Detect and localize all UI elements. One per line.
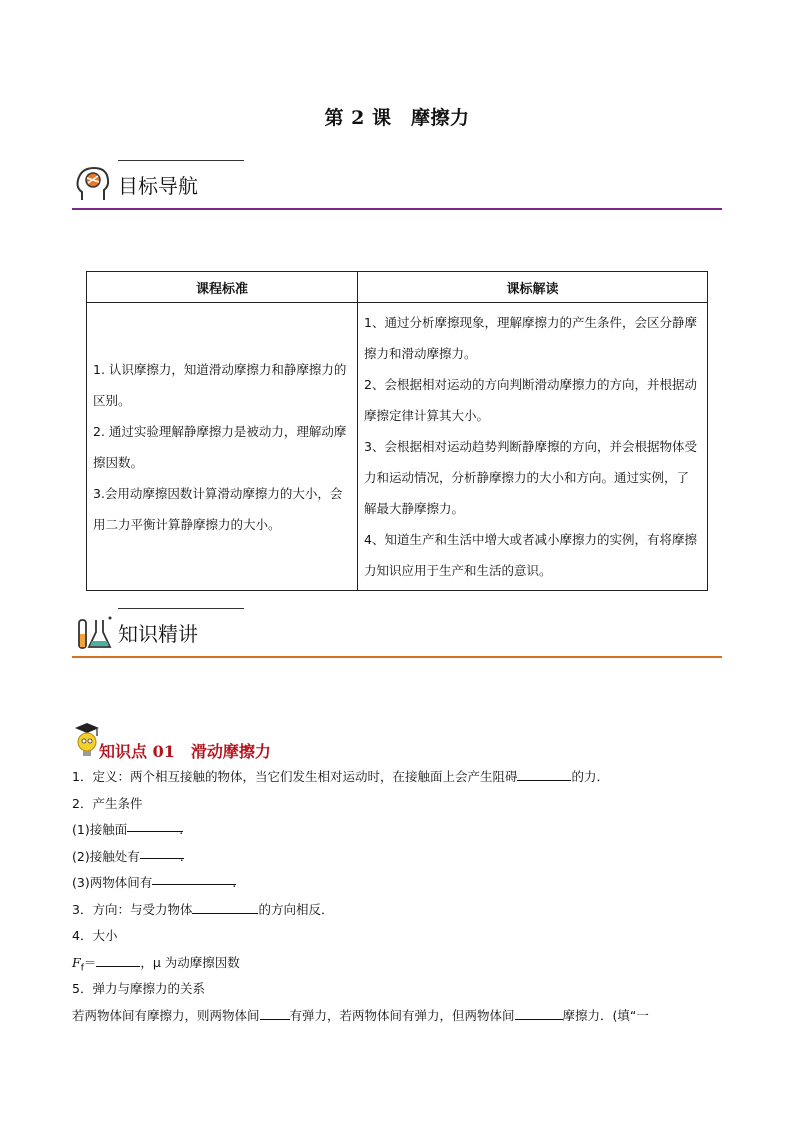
header-overline — [118, 608, 244, 609]
knowledge-point-header — [72, 720, 472, 760]
section-header-goals — [72, 160, 722, 210]
standards-table — [86, 271, 708, 591]
section-rule-goals — [72, 208, 722, 210]
fill-blank[interactable] — [515, 1005, 563, 1020]
interpretation-item: 2、会根据相对运动的方向判断滑动摩擦力的方向，并根据动摩擦定律计算其大小。 — [364, 377, 697, 423]
formula-line: $F_f=$ ，μ 为动摩擦因数 — [72, 950, 732, 977]
fill-blank[interactable] — [96, 952, 140, 967]
head-brain-icon — [74, 164, 114, 204]
lab-flask-icon — [74, 612, 114, 652]
magnitude-heading: 4．大小 — [72, 928, 118, 943]
col-header-interpretation: 课标解读 — [358, 272, 708, 303]
relation-heading: 5．弹力与摩擦力的关系 — [72, 981, 205, 996]
page-title: 第 2 课 摩擦力 — [324, 107, 470, 129]
fill-blank[interactable]: . — [152, 870, 236, 885]
conditions-heading: 2．产生条件 — [72, 795, 143, 811]
col-header-standards: 课程标准 — [87, 272, 358, 303]
direction-line: 3．方向：与受力物体 的方向相反． — [72, 897, 732, 924]
condition-item: (3)两物体间有 . — [72, 870, 732, 897]
knowledge-point-title: 知识点 01 滑动摩擦力 — [99, 742, 271, 761]
definition-line: 1．定义：两个相互接触的物体，当它们发生相对运动时，在接触面上会产生阻碍 的力． — [72, 764, 732, 791]
relation-line: 若两物体间有摩擦力，则两物体间 有弹力，若两物体间有弹力，但两物体间 摩擦力．(填“一 — [72, 1003, 732, 1030]
interpretation-item: 1、通过分析摩擦现象，理解摩擦力的产生条件，会区分静摩擦力和滑动摩擦力。 — [364, 315, 697, 361]
graduate-bulb-icon — [72, 720, 102, 760]
standards-cell — [87, 303, 358, 591]
condition-item: (1)接触面 . — [72, 817, 732, 844]
fill-blank[interactable]: . — [127, 817, 183, 832]
fill-blank[interactable] — [517, 766, 571, 781]
standard-item: 2. 通过实验理解静摩擦力是被动力，理解动摩擦因数。 — [93, 423, 347, 470]
fill-blank[interactable] — [260, 1005, 290, 1020]
condition-item: (2)接触处有 . — [72, 844, 732, 871]
standard-item: 3.会用动摩擦因数计算滑动摩擦力的大小，会用二力平衡计算静摩擦力的大小。 — [93, 485, 343, 532]
section-title-goals: 目标导航 — [118, 174, 198, 198]
interpretation-cell — [358, 303, 708, 591]
section-header-knowledge — [72, 608, 722, 658]
header-overline — [118, 160, 244, 161]
section-title-knowledge: 知识精讲 — [118, 622, 198, 646]
fill-blank[interactable]: . — [140, 844, 184, 859]
table-row — [87, 303, 708, 591]
content-body — [72, 764, 732, 1029]
interpretation-item: 4、知道生产和生活中增大或者减小摩擦力的实例，有将摩擦力知识应用于生产和生活的意识。 — [364, 532, 697, 578]
fill-blank[interactable] — [192, 899, 258, 914]
interpretation-item: 3、会根据相对运动趋势判断静摩擦的方向，并会根据物体受力和运动情况，分析静摩擦力的大小和方向。通过实例，了解最大静摩擦力。 — [364, 439, 697, 516]
table-header-row — [87, 272, 708, 303]
standard-item: 1. 认识摩擦力，知道滑动摩擦力和静摩擦力的区别。 — [93, 361, 347, 408]
section-rule-knowledge — [72, 656, 722, 658]
